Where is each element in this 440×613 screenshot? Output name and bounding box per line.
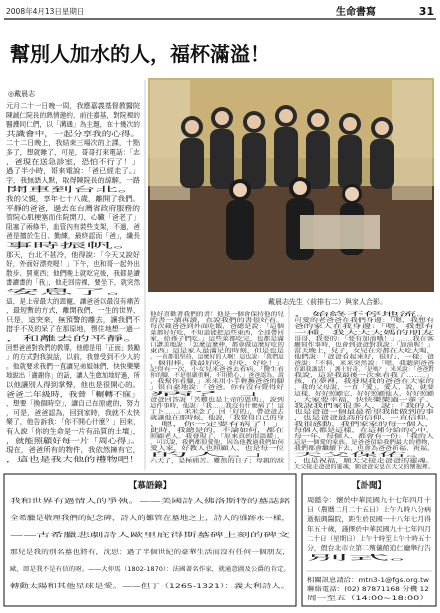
article-line: 事時振帆。 [6, 241, 40, 250]
article-line: 丁卜……」米米念了，回「好的」，帶爸爸去 [150, 409, 260, 416]
article-line: 天父保佑。 [294, 452, 322, 459]
article-line: 此時，我總是的，不論如何，都在 [150, 427, 234, 434]
header-page-number: 31 [418, 5, 434, 18]
article-line: 這件事時，他說：「我……我沒有什麼病了！這 [150, 403, 265, 410]
article-line: ，可以說，我們都很愛他，因為他教過我們如何 [150, 440, 268, 447]
article-line: ，就能照顧好每一片「周心得」。 [6, 436, 105, 445]
article-line: 孩，在夢裡，我發現我的爸爸在大家的 [294, 379, 390, 386]
article-line: ，可是，爸爸認為，回到家時，我就不太快 [6, 408, 136, 417]
quote-item: 我和世界有過情人的爭執。——美國詩人佛洛斯特的墓誌銘 [10, 498, 171, 505]
article-line: ，個很棒，我最好吃，好吃，好吃！」 [150, 360, 246, 367]
article-line: 以他讓別人得到掌聲，他也是很開心的。 [6, 381, 129, 389]
article-line: 二十二日晚上，我結束三場次的上課，十點 [6, 139, 136, 148]
family-photo [148, 78, 434, 292]
obituary-line: 日（農曆二月二十五日）上午九時八分病 [307, 505, 423, 514]
article-line: ，這也是我大他的禮物吧！ [6, 455, 88, 464]
article-line: 陳誠仁院長的熱情邀約，前往嘉基，對院裡的 [6, 111, 142, 120]
article-line: 阻塞了兩條半，血管內有裝些支架，不過，爸 [6, 222, 142, 231]
article-line: 醫護同仁們，以「溝通」為主題，在十幾次的 [6, 120, 142, 129]
article-line: 東西」這是家人最滿足的時刻，但是也是 [150, 348, 251, 355]
article-line: 就讓他在那時候，他說，「我覺得自己的身 [150, 415, 254, 422]
article-column-3 [294, 310, 435, 471]
article-line: ，嗯，你一定要有病了！」 [150, 421, 218, 428]
article-line: 口讚美地說：「怎麼這麼棒，都會做這麼好吃的 [150, 342, 265, 349]
article-line: ，也是祝福，願天父接走爸爸的靈魂。 [294, 458, 390, 465]
article-line: 措手不及的呆了在那原地，愣住地想一過一 [6, 325, 136, 334]
obituary-body [307, 495, 432, 562]
article-line: 病？」 [150, 391, 167, 398]
article-line: 地說出「謝謝你」的話，讓人生愈加地好過，所 [6, 371, 149, 380]
obituary-line: 分，假台北市立第二殯儀館追仁廳舉行告 [307, 544, 423, 552]
article-line: 可愛的老爸爸在我們身邊：「嗯，我想有 [294, 318, 392, 325]
article-line: 過了半小時，哥來電說：「爸已經走了。」 [6, 167, 129, 176]
article-line: 爸爸回答說「苦難也是上帝的恩典」，說到 [150, 397, 254, 404]
article-line: 。他就要求我們一直讓兄弟姐妹們，快快樂樂 [6, 362, 142, 371]
article-line: 我說我們家很多人，說：「我的人 [294, 403, 376, 410]
article-line: 元月二十一日晚一周，我應嘉義基督教醫院 [6, 102, 136, 110]
article-line: 回想爸爸對我們的教導，他總是用「正面」鼓勵 [6, 343, 149, 352]
article-line: 那天，台北不甚冷，他得說：「今天又說好 [6, 250, 132, 259]
obituary-line: 周懿令：懷於中華民國九十七年四月十 [307, 496, 416, 504]
article-line: ，也是爸爸最高的信仰、一直信仰。 [294, 415, 384, 422]
article-line: 的人。」 [150, 452, 170, 459]
article-line: ，我幫你看腳，」米米用小手輕撫爸爸的腳 [150, 379, 254, 386]
obituary-contact [307, 576, 429, 602]
article-line: 字，我無語人默，取得陳院長的諒解，一路 [6, 176, 136, 185]
contact-line: 周一至五（14:00~18:00） [307, 595, 385, 602]
article-line: 當天晚上，兒子，女兒在旁都在大吃大喝， [294, 348, 401, 355]
contact-line: 相關訊息請洽：mtn3-1@fgs.org.tw [307, 577, 410, 584]
article-line: 多了，想就睡了，可是，哥哥打來電話：「志 [6, 148, 139, 157]
article-line: 這是一個愛的家族，是爸爸留給我們最大的禮物， [294, 440, 418, 447]
photo-caption: 戴晨志先生（前排右二）與家人合影。 [268, 298, 387, 306]
header-section: 生命書寫 [336, 7, 376, 18]
quote-item: 那兒是我的別名墓也將有，沈思：過了半個世紀的豪華生活而沒有任何一個朋友， [10, 549, 233, 556]
article-line: 他們說：「爸爸看起來好，很好」，一樣；爸 [294, 354, 401, 361]
article-line: 樂了，他告訴我：「你不開心什麼？」回來， [6, 418, 139, 427]
obituary-line: 別式。 [307, 553, 327, 562]
quote-item: 歐，即是我不是有信的呀。——大仲馬（1802-1870）：法國著名作家，就通意圖及公爵的肯定。 [10, 566, 276, 573]
article-line: ，想要「換個時空」，讓自己在原處的，努力 [6, 399, 139, 408]
article-line: 也是爸爸一個最最希望我能做到的事 [294, 409, 384, 416]
obituary-title: 【訃聞】 [351, 481, 387, 491]
article-line: 天父接走爸爸的靈魂，願爸爸安息在天父的懷抱裡。 [294, 464, 423, 471]
article-line: ，最短暫的方式，離開我們，一生的世界， [6, 306, 136, 315]
article-line: 他好喜歡著我們的書！他是一個會保持他的兒 [150, 312, 262, 318]
article-line: 這，是上帝最大的恩寵，讓爸爸以最沒有痛苦 [6, 297, 142, 306]
article-line: ，我的父母說，一直「愛」，愛人，說，就要 [294, 385, 404, 392]
article-line: 爸是擅於生日、勤練，最終認而「爸」，纖長 [6, 232, 139, 241]
article-line: 每個人都是這樣，在這種分給的心中， [294, 427, 390, 434]
quotes-title: 【慕語錄】 [128, 481, 172, 491]
article-title: 幫別人加水的人，福杯滿溢！ [10, 42, 270, 66]
article-line: 只是，這突來，無預警的離去，讓我們不 [6, 315, 129, 324]
article-line: 開車到台北。 [6, 185, 47, 194]
article-line: ，和離去的平靜。 [6, 334, 61, 343]
header-date: 2008年4月13日星期日 [6, 7, 85, 16]
article-line: 每次載爸爸到外面吃飯，爸總是說：「這個 [150, 324, 254, 331]
article-line: 你的腳，不是很嚴重啊，不用擔心，」爸爸認為，說 [150, 373, 276, 379]
article-line: 六天了，是極痛苦、難熬的日子；母親的淚 [150, 458, 257, 465]
article-author: ◎戴晨志 [8, 90, 36, 98]
article-line: 散步、買東西；他們晚上就吃完後，我都是讀 [6, 269, 142, 278]
article-line: 照顧老人。我發現了，「原來真的很溫暖」， [150, 434, 257, 440]
article-line: 書讀書的「我」，他走回房裡，要坐下，就突然 [6, 278, 146, 287]
article-line: 菜都好好吃，不知道能把這些東西，全部帶回 [150, 330, 262, 337]
article-column-1 [6, 101, 149, 464]
article-line: 的書一讀再讀，直說我們的書很好看。 [150, 318, 246, 325]
quote-item: 轉動太陽和其他星球是愛。——但丁（1265-1321）：義大利詩人。 [10, 583, 196, 590]
article-line: 在跟我講話！」護士好奇，「是嗎？」米米說：「爸爸對 [294, 366, 429, 373]
article-line: 廳寫作事時，也會到爸爸對我說：「加油喔！」 [294, 342, 409, 349]
article-line: 哥哥，我要的：「要有加油哦！」……我在客 [294, 336, 404, 343]
quote-item: ——古希臘悲劇詩人歐里庇得斯墓碑上刻的碑文 [10, 532, 140, 539]
article-line: ，爸現在送急診室，恐怕不行了！」 [6, 157, 115, 166]
article-line: 現在，爸爸所有的物件，我依然擁有它， [6, 446, 129, 455]
article-line: 共識會中，一起分享我的心得。 [6, 129, 102, 138]
contact-line: 聯絡電話：(02) 87871168 分機 12 [307, 586, 409, 593]
article-line: ，大家要幸福，快快樂樂過一輩子。 [294, 397, 384, 404]
obituary-line: 二十日（星期日）上午十時至上午十時五十 [307, 534, 429, 543]
article-line: ，一直都很堅持，這麼好的人啊！這也說：「我們這 [150, 354, 276, 361]
article-line: 」的方式對我說話，以前，我曾受到不少人的 [6, 353, 142, 362]
article-line: 」很自豪地說：「爸爸，你有沒有覺得好 [150, 385, 248, 392]
article-line: 有人說「你的生命是一片有品質的土壤」， [6, 427, 132, 436]
article-line: 我說，這是我最後一次來看我了……。」 [294, 373, 392, 379]
article-line: ，始終不停地流。 [294, 312, 339, 318]
article-line: 爸說：「不料，米米突然說：「嗯，我聽到爸爸 [294, 360, 406, 367]
article-line: 爸的家人在我身邊：「嗯，我想有 [294, 324, 376, 331]
article-line: 我的父親，享年七十八歲，離開了我們。 [6, 195, 129, 203]
article-line: 記得有一次，小女兒米爸爸去看病，「醫生看 [150, 366, 260, 373]
article-line: 每一年、每個人、都會有一份：「我的人 [294, 434, 392, 440]
article-line: 管院心肌梗塞而住院開刀，心臟「爸老了」 [6, 213, 136, 222]
article-line: 這樣，好好照顧它，好好照顧他人，好好照顧 [294, 391, 406, 398]
article-line: 一種，我大大大媽的朋友 [294, 330, 356, 337]
article-line: 我們都會繼續下去，也會為爸爸祈福、祝福， [294, 446, 406, 453]
article-line: 家，給孫子們吃。」這些菜都吃完，也都是滿 [150, 336, 260, 343]
article-line: 好，外面好漂亮喔！」下午，也和哥一起外出 [6, 260, 142, 269]
article-column-2 [150, 310, 285, 464]
quote-item: 全希臘是敬理我們的紀念碑，詩人的難管在墓地之上，詩人的盛跡永一樣， [10, 515, 215, 522]
article-line: 爸爸二年級時，我曾「輾轉不寐」 [6, 390, 108, 399]
obituary-line: 年五十歲，謹擇於中華民國九十七年四月 [307, 524, 423, 533]
obituary-line: 逝振興醫院，距生於民國一十八年七月得 [307, 515, 423, 524]
article-line: 平靜的爸爸，過去在台灣省政府服務的 [6, 204, 122, 213]
article-line: 愛人家，好教人也照顧人，也是每一位 [150, 446, 246, 453]
article-line: 我很感動，我們家家的每一個人， [294, 421, 378, 428]
article-line: 安息了。 [6, 288, 34, 296]
